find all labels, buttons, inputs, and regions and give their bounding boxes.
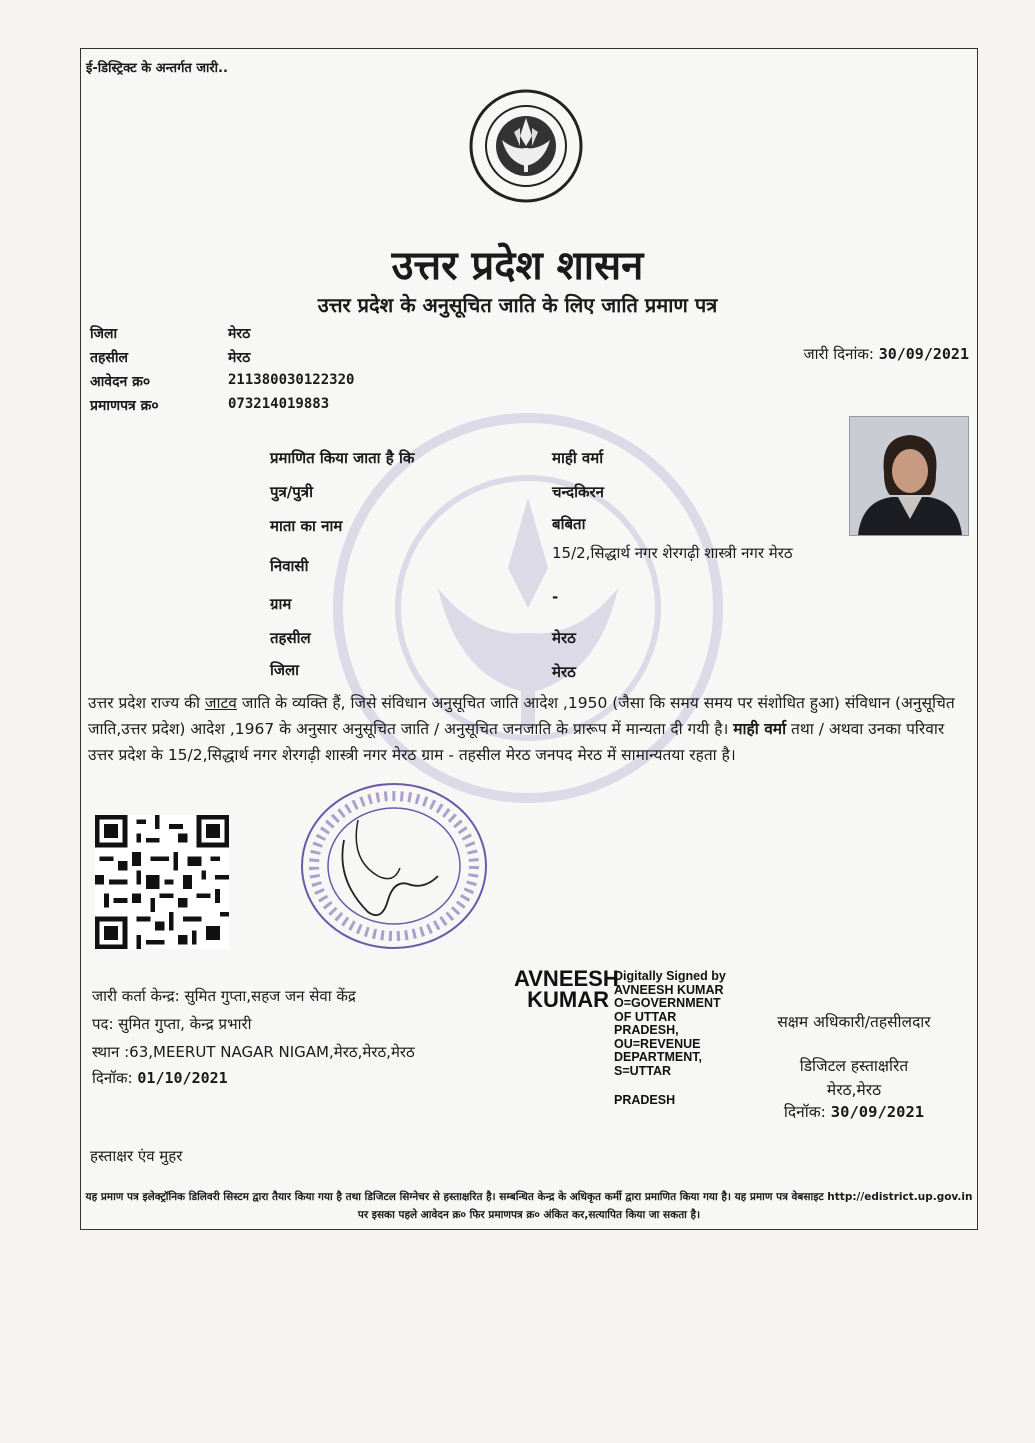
certificate-subtitle: उत्तर प्रदेश के अनुसूचित जाति के लिए जाति प्रमाण पत्र [317, 293, 718, 317]
detail-value-name: माही वर्मा [552, 449, 604, 467]
meta-value-district: मेरठ [228, 326, 251, 342]
detail-label-son-daughter: पुत्र/पुत्री [270, 483, 313, 501]
meta-value-certificate-no: 073214019883 [228, 396, 330, 412]
applicant-photo [849, 416, 969, 536]
issue-date-label: जारी दिनांक: [803, 345, 874, 363]
authority-date [734, 1100, 974, 1122]
verification-disclaimer: यह प्रमाण पत्र इलेक्ट्रॉनिक डिलिवरी सिस्टम द्वारा तैयार किया गया है तथा डिजिटल सिग्नेचर से हस्ताक्षरित है। सम्बन्धित केन्द्र के अधिकृत कर्मी द्वारा प्रमाणित किया गया है। यह प्रमाण पत्र वेबसाइट http://edistrict.up.gov.in पर इसका पहले आवेदन क्र० फिर प्रमाणपत्र क्र० अंकित कर,सत्यापित किया जा सकता है। [85, 1191, 973, 1221]
certificate-body [88, 690, 968, 768]
signer-name-line1: AVNEESH [514, 966, 619, 991]
sign-and-seal-label: हस्ताक्षर एंव मुहर [90, 1147, 183, 1165]
detail-value-mother: बबिता [552, 515, 586, 533]
authority-date-label: दिनॉक: [783, 1103, 831, 1121]
sig-line: OU=REVENUE [614, 1036, 701, 1051]
body-name: माही वर्मा [733, 720, 787, 738]
issuer-centre: जारी कर्ता केन्द्र: सुमित गुप्ता,सहज जन सेवा केंद्र [92, 987, 356, 1005]
certificate-title: उत्तर प्रदेश शासन [391, 243, 644, 289]
detail-label-village: ग्राम [270, 595, 292, 613]
issue-date-value: 30/09/2021 [878, 345, 969, 363]
sig-line: Digitally Signed by [614, 969, 726, 983]
signer-name-line2: KUMAR [527, 987, 609, 1012]
detail-label-certified: प्रमाणित किया जाता है कि [270, 449, 415, 467]
meta-value-tehsil: मेरठ [228, 350, 251, 366]
header-note: ई-डिस्ट्रिक्ट के अन्तर्गत जारी.. [86, 61, 228, 76]
authority-place: मेरठ,मेरठ [826, 1081, 882, 1099]
meta-label-tehsil: तहसील [90, 350, 128, 366]
body-p2: तथा / अथवा उनका परिवार उत्तर प्रदेश के 15/2,सिद्धार्थ नगर शेरगढ़ी शास्त्री नगर मेरठ ग्राम - तहसील मेरठ जनपद मेरठ में सामान्यतया रहता है। [88, 720, 945, 764]
qr-code [95, 815, 229, 949]
issuer-post: पद: सुमित गुप्ता, केन्द्र प्रभारी [92, 1015, 252, 1033]
detail-value-address: 15/2,सिद्धार्थ नगर शेरगढ़ी शास्त्री नगर मेरठ [552, 544, 793, 562]
sig-line: AVNEESH KUMAR [614, 982, 724, 997]
meta-label-certificate-no: प्रमाणपत्र क्र० [90, 398, 159, 414]
person-photo-icon [850, 417, 968, 535]
authority-title: सक्षम अधिकारी/तहसीलदार [777, 1013, 931, 1031]
issuer-date-value: 01/10/2021 [137, 1069, 228, 1087]
body-p1-pre: उत्तर प्रदेश राज्य की [88, 694, 205, 712]
meta-label-district: जिला [90, 326, 118, 342]
issuer-place: स्थान :63,MEERUT NAGAR NIGAM,मेरठ,मेरठ,मेरठ [92, 1043, 415, 1061]
issue-date [803, 344, 969, 364]
official-seal-stamp [298, 780, 490, 952]
detail-label-tehsil: तहसील [270, 629, 311, 647]
detail-value-village: - [552, 588, 559, 606]
sig-line: PRADESH, [614, 1023, 679, 1037]
meta-value-application-no: 211380030122320 [228, 372, 355, 388]
body-p1-post: जाति के व्यक्ति हैं, जिसे संविधान अनुसूचित जाति आदेश ,1950 (जैसा कि समय समय पर संशोधित हुआ) संविधान (अनुसूचित जाति,उत्तर प्रदेश) आदेश ,1967 के अनुसार अनुसूचित जाति / अनुसूचित जनजाति के प्रारूप में मान्यता दी गयी है। [88, 694, 955, 738]
detail-label-mother: माता का नाम [270, 517, 343, 535]
detail-value-district: मेरठ [552, 663, 576, 681]
authority-digital: डिजिटल हस्ताक्षरित [799, 1057, 909, 1075]
authority-date-value: 30/09/2021 [830, 1103, 925, 1121]
detail-label-resident: निवासी [270, 557, 309, 575]
sig-line: DEPARTMENT, [614, 1050, 702, 1064]
detail-label-district: जिला [270, 661, 300, 679]
meta-label-application-no: आवेदन क्र० [90, 374, 151, 390]
detail-value-father: चन्दकिरन [552, 483, 604, 501]
issuer-date-label: दिनॉक: [92, 1069, 138, 1087]
sig-line: O=GOVERNMENT [614, 996, 721, 1010]
sig-line: OF UTTAR [614, 1009, 677, 1024]
up-government-emblem-icon [468, 88, 584, 204]
body-caste: जाटव [204, 694, 237, 712]
detail-value-tehsil: मेरठ [552, 629, 576, 647]
issuer-date [92, 1068, 228, 1088]
sig-line: PRADESH [614, 1093, 676, 1107]
sig-line: S=UTTAR [614, 1063, 672, 1078]
digital-signature-name [514, 966, 619, 1012]
